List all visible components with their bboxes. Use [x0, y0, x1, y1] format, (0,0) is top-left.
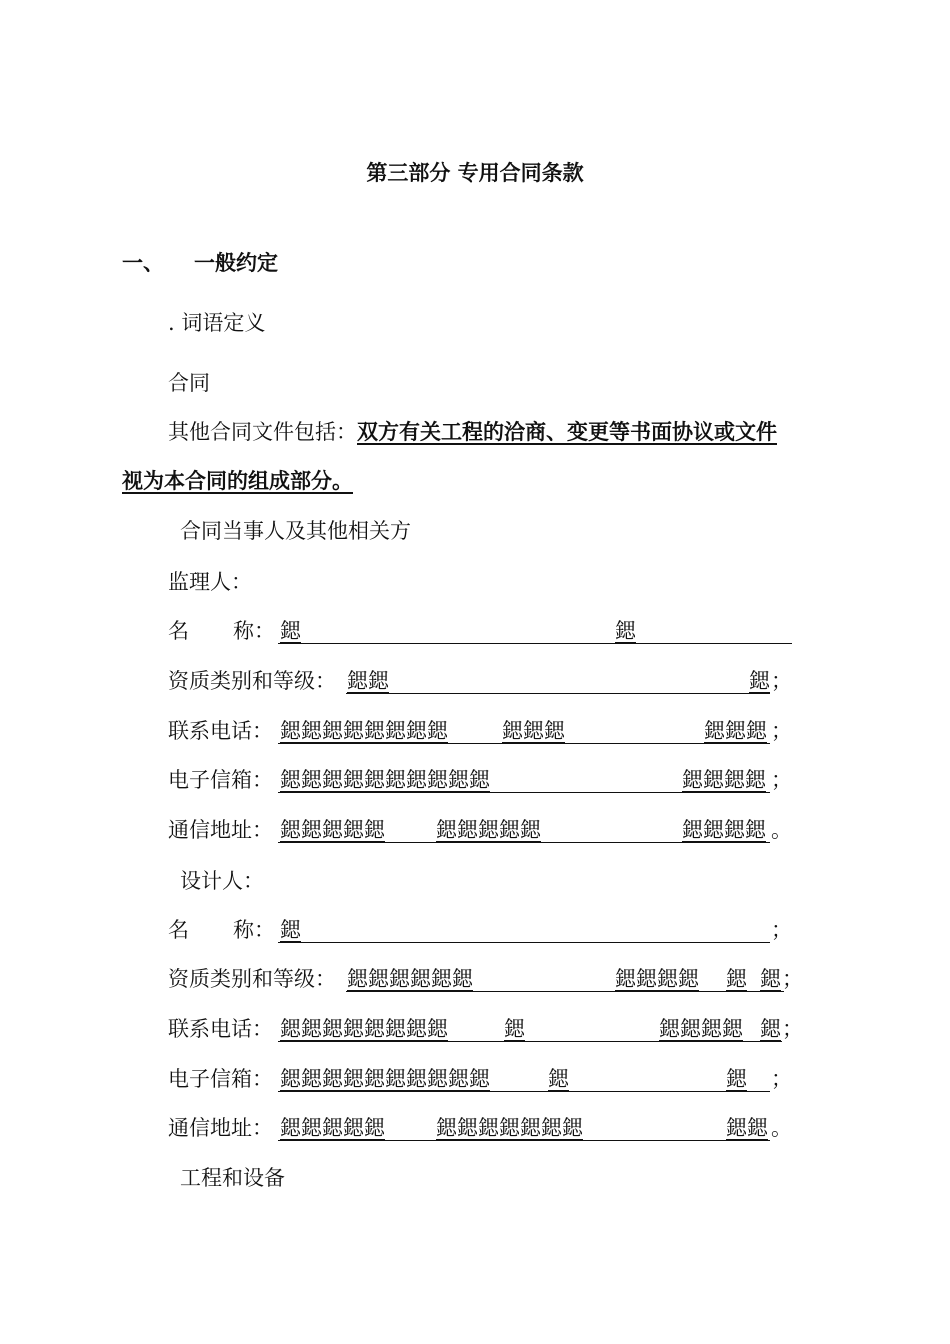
supervisor-name-underline [278, 615, 792, 644]
designer-email-label: 电子信箱： [168, 1067, 273, 1091]
supervisor-name-field [168, 615, 798, 645]
section-title: 一般约定 [194, 250, 278, 275]
supervisor-phone-value-2: 鍶鍶鍶 [502, 719, 565, 743]
designer-addr-value-3: 鍶鍶 [726, 1116, 768, 1140]
supervisor-addr-value-1: 鍶鍶鍶鍶鍶 [280, 818, 385, 842]
designer-email-value-3: 鍶 [726, 1067, 747, 1091]
supervisor-email-value-1: 鍶鍶鍶鍶鍶鍶鍶鍶鍶鍶 [280, 768, 490, 792]
designer-qual-value-2: 鍶鍶鍶鍶 [615, 967, 699, 991]
designer-qual-value-3: 鍶 [726, 967, 747, 991]
supervisor-name-label: 名 称： [168, 619, 275, 643]
section-heading [122, 247, 278, 277]
page-title: 第三部分 专用合同条款 [366, 160, 584, 185]
other-docs-content-1: 双方有关工程的洽商、变更等书面协议或文件 [357, 419, 777, 444]
designer-phone-label: 联系电话： [168, 1017, 273, 1041]
designer-email-field [168, 1063, 808, 1093]
designer-qual-field [168, 963, 808, 993]
designer-email-end: ； [771, 1067, 792, 1091]
supervisor-qual-underline [346, 665, 770, 694]
other-docs-content-2: 视为本合同的组成部分。 [122, 468, 353, 493]
designer-phone-value-3: 鍶鍶鍶鍶 [659, 1017, 743, 1041]
definitions-item: . 词语定义 [168, 311, 266, 335]
contract-item: 合同 [168, 371, 210, 395]
supervisor-addr-end: 。 [771, 818, 792, 842]
other-docs-line2 [122, 465, 373, 495]
works-heading: 工程和设备 [180, 1166, 285, 1190]
designer-name-field [168, 914, 808, 944]
designer-addr-field [168, 1112, 808, 1142]
supervisor-qual-label: 资质类别和等级： [168, 669, 336, 693]
supervisor-name-value-1: 鍶 [280, 619, 301, 643]
supervisor-phone-label: 联系电话： [168, 719, 273, 743]
designer-phone-value-4: 鍶 [760, 1017, 781, 1041]
designer-phone-field [168, 1013, 808, 1043]
designer-name-end: ； [771, 918, 792, 942]
supervisor-addr-value-2: 鍶鍶鍶鍶鍶 [436, 818, 541, 842]
supervisor-email-value-2: 鍶鍶鍶鍶 [682, 768, 766, 792]
supervisor-qual-field [168, 665, 808, 695]
other-docs-lead: 其他合同文件包括： [168, 420, 357, 444]
supervisor-qual-value-2: 鍶 [749, 669, 770, 693]
other-docs-line1 [168, 416, 777, 446]
designer-qual-label: 资质类别和等级： [168, 967, 336, 991]
designer-addr-end: 。 [771, 1116, 792, 1140]
designer-addr-value-1: 鍶鍶鍶鍶鍶 [280, 1116, 385, 1140]
supervisor-phone-field [168, 715, 808, 745]
supervisor-email-label: 电子信箱： [168, 768, 273, 792]
supervisor-qual-value-1: 鍶鍶 [347, 669, 389, 693]
supervisor-qual-end: ； [771, 669, 792, 693]
supervisor-addr-value-3: 鍶鍶鍶鍶 [682, 818, 766, 842]
supervisor-email-end: ； [771, 768, 792, 792]
designer-qual-value-1: 鍶鍶鍶鍶鍶鍶 [347, 967, 473, 991]
designer-addr-label: 通信地址： [168, 1116, 273, 1140]
supervisor-addr-label: 通信地址： [168, 818, 273, 842]
designer-email-value-1: 鍶鍶鍶鍶鍶鍶鍶鍶鍶鍶 [280, 1067, 490, 1091]
supervisor-phone-value-3: 鍶鍶鍶 [704, 719, 767, 743]
supervisor-phone-value-1: 鍶鍶鍶鍶鍶鍶鍶鍶 [280, 719, 448, 743]
designer-heading: 设计人： [180, 869, 264, 893]
parties-heading: 合同当事人及其他相关方 [180, 519, 411, 543]
designer-name-label: 名 称： [168, 918, 275, 942]
supervisor-addr-field [168, 814, 808, 844]
designer-name-underline [278, 914, 770, 943]
designer-email-value-2: 鍶 [548, 1067, 569, 1091]
designer-phone-end: ； [782, 1017, 803, 1041]
designer-phone-value-1: 鍶鍶鍶鍶鍶鍶鍶鍶 [280, 1017, 448, 1041]
designer-addr-value-2: 鍶鍶鍶鍶鍶鍶鍶 [436, 1116, 583, 1140]
section-number: 一、 [122, 250, 164, 275]
supervisor-phone-end: ； [771, 719, 792, 743]
designer-qual-end: ； [782, 967, 803, 991]
supervisor-heading: 监理人： [168, 570, 252, 594]
supervisor-email-field [168, 764, 808, 794]
designer-phone-value-2: 鍶 [504, 1017, 525, 1041]
designer-name-value-1: 鍶 [280, 918, 301, 942]
supervisor-name-value-2: 鍶 [615, 619, 636, 643]
designer-qual-value-4: 鍶 [760, 967, 781, 991]
